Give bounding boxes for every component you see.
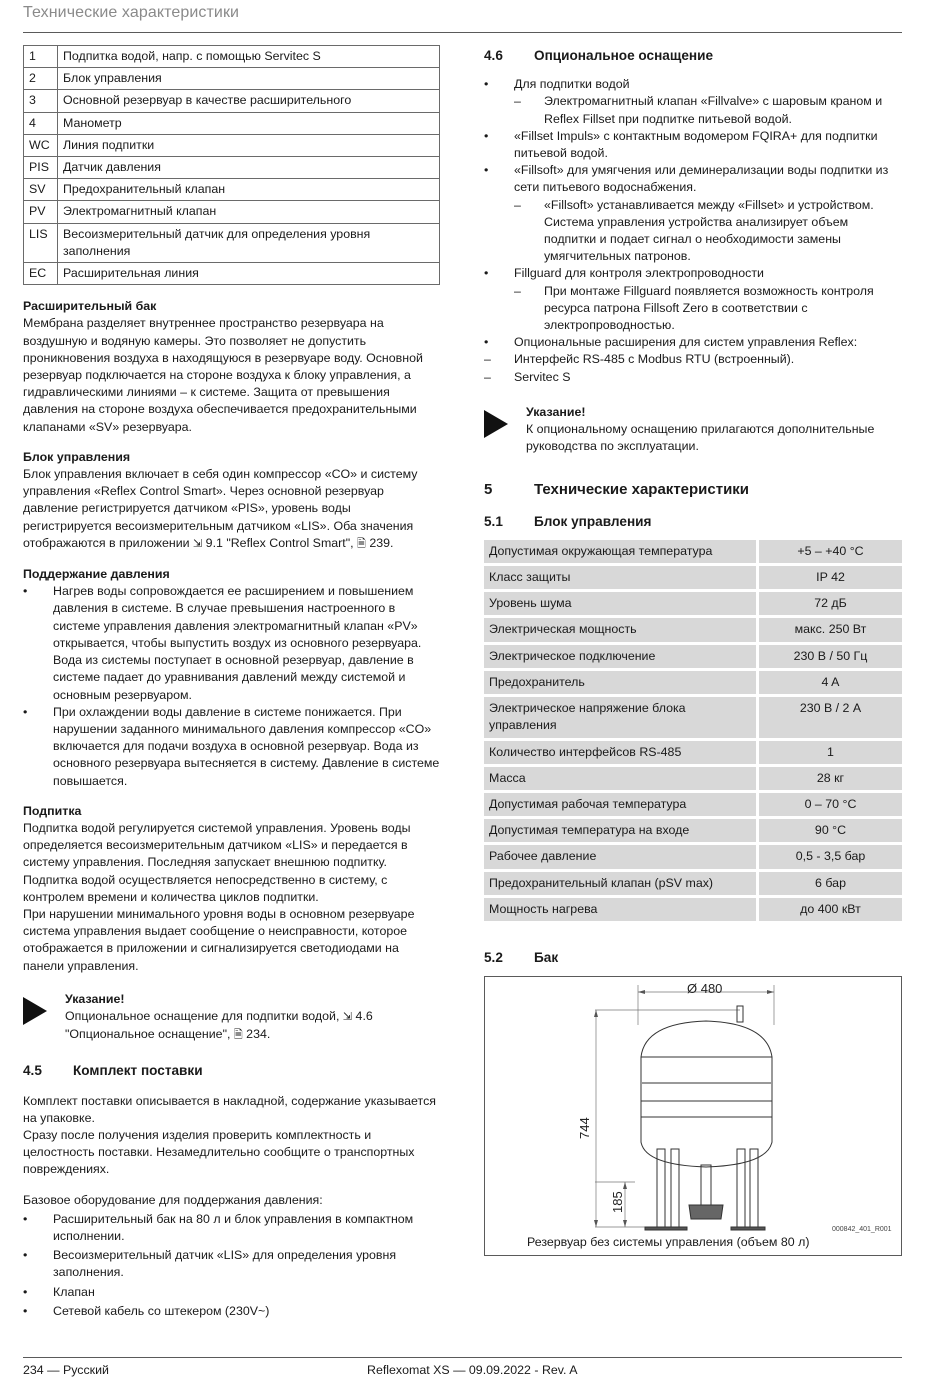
control-unit-ref-link[interactable]: 9.1 "Reflex Control Smart", — [205, 535, 354, 550]
section-4-6-heading — [484, 47, 902, 64]
list-item — [484, 265, 902, 334]
sub-list — [514, 197, 902, 266]
spec-table — [484, 540, 902, 921]
spec-value: +5 – +40 °C — [759, 540, 902, 563]
legend-table — [23, 45, 440, 285]
section-title: Технические характеристики — [534, 481, 750, 499]
section-title: Опциональное оснащение — [534, 48, 714, 63]
sub-list — [514, 93, 902, 127]
left-column — [23, 45, 440, 1320]
spec-value: 1 — [759, 741, 902, 764]
table-row — [24, 263, 440, 285]
section-5-heading — [484, 481, 902, 498]
spec-value: до 400 кВт — [759, 898, 902, 921]
dim-diameter-label: Ø 480 — [687, 981, 723, 997]
list-item — [484, 162, 902, 265]
table-row — [484, 566, 902, 589]
spec-value: 0 – 70 °C — [759, 793, 902, 816]
dim-height-label: 744 — [577, 1117, 592, 1140]
spec-key: Электрическая мощность — [484, 618, 756, 641]
note-text: К опциональному оснащению прилагаются дополнительные руководства по эксплуатации. — [526, 422, 875, 454]
spec-key: Уровень шума — [484, 592, 756, 615]
footer-language: Русский — [62, 1363, 109, 1377]
list-item — [484, 76, 902, 128]
makeup-text-1: Подпитка водой регулируется системой управления. Уровень воды определяется весоизмерительным датчиком «LIS» и передается в систему управления. Последняя запускает внешнюю подпитку. Подпитка водой осуществляется непосредственно в систему, с контролем времени и количества циклов подпитки. — [23, 820, 411, 904]
footer-divider — [23, 1357, 902, 1358]
sub-list-item: – Servitec S — [484, 369, 902, 386]
section-number: 5 — [484, 481, 493, 499]
legend-text: Предохранительный клапан — [58, 179, 440, 201]
delivery-text-2: Сразу после получения изделия проверить комплектность и целостность поставки. Незамедлительно сообщите о транспортных повреждениях. — [23, 1127, 415, 1177]
figure-code: 000842_401_R001 — [832, 1226, 892, 1234]
legend-code: WC — [24, 134, 58, 156]
exp-tank-heading: Расширительный бак — [23, 299, 157, 314]
section-number: 5.2 — [484, 949, 503, 965]
page-icon: 🗎 — [357, 537, 366, 550]
control-unit-heading: Блок управления — [23, 449, 131, 464]
legend-text: Датчик давления — [58, 157, 440, 179]
spec-key: Электрическое напряжение блока управления — [484, 697, 756, 737]
sub-list — [514, 283, 902, 335]
table-row — [24, 201, 440, 223]
note-block — [484, 404, 902, 456]
legend-text: Манометр — [58, 112, 440, 134]
tank-figure — [484, 976, 902, 1256]
legend-text: Расширительная линия — [58, 263, 440, 285]
list-item: • Весоизмерительный датчик «LIS» для определения уровня заполнения. — [23, 1247, 440, 1281]
figure-caption: Резервуар без системы управления (объем 80 л) — [527, 1234, 810, 1249]
spec-key: Количество интерфейсов RS-485 — [484, 741, 756, 764]
makeup-text-2: При нарушении минимального уровня воды в основном резервуаре система управления выдает сообщение о неисправности, которое отображается в приложении и сигнализируется светодиодами на панели управления. — [23, 906, 415, 973]
spec-key: Масса — [484, 767, 756, 790]
spec-key: Предохранительный клапан (pSV max) — [484, 872, 756, 895]
delivery-text-3: Базовое оборудование для поддержания давления: — [23, 1192, 323, 1207]
table-row — [484, 645, 902, 668]
section-number: 4.5 — [23, 1063, 42, 1079]
list-item — [484, 334, 902, 351]
table-row — [484, 767, 902, 790]
table-row — [484, 697, 902, 737]
table-row — [484, 592, 902, 615]
table-row — [484, 671, 902, 694]
arrow-reference-icon: ⇲ — [193, 537, 203, 550]
spec-key: Электрическое подключение — [484, 645, 756, 668]
legend-code: 2 — [24, 68, 58, 90]
table-row — [484, 741, 902, 764]
spec-key: Класс защиты — [484, 566, 756, 589]
arrow-reference-icon: ⇲ — [342, 1010, 353, 1023]
header-divider — [23, 32, 902, 33]
note-block — [23, 991, 440, 1045]
note-triangle-icon — [484, 410, 508, 438]
table-row — [24, 112, 440, 134]
spec-value: 90 °C — [759, 819, 902, 842]
note-body: Опциональное оснащение для подпитки водой, — [65, 1008, 340, 1023]
section-title: Блок управления — [534, 513, 652, 529]
section-4-5-heading — [23, 1062, 440, 1079]
spec-value: 0,5 - 3,5 бар — [759, 845, 902, 868]
table-row — [484, 872, 902, 895]
exp-tank-text: Мембрана разделяет внутреннее пространство резервуара на воздушную и водяную камеры. Это позволяет не допустить проникновения воздуха в находящуюся в резервуаре воду. Основной резервуар подключается на стороне воздуха к блоку управления, а гидравлическими линиями – к системе. Защита от превышения давления на стороне воздуха обеспечивается предохранительными клапанами «SV» резервуара. — [23, 316, 423, 434]
page-number: 234 — [23, 1363, 44, 1377]
control-unit-ref-page[interactable]: 239. — [369, 535, 394, 550]
legend-code: 1 — [24, 46, 58, 68]
sub-list-item: – Интерфейс RS-485 с Modbus RTU (встроенный). — [484, 351, 902, 368]
note-text — [65, 1008, 440, 1044]
legend-code: LIS — [24, 223, 58, 262]
note-ref-link[interactable]: 4.6 "Опциональное оснащение", — [65, 1008, 373, 1042]
section-title: Комплект поставки — [73, 1063, 203, 1079]
legend-code: PIS — [24, 157, 58, 179]
options-list — [484, 76, 902, 351]
section-5-1-heading — [484, 513, 902, 530]
sub-list-item: – При монтаже Fillguard появляется возможность контроля ресурса патрона Fillsoft Zero в соответствии с электропроводностью. — [514, 283, 902, 335]
legend-text: Подпитка водой, напр. с помощью Servitec S — [58, 46, 440, 68]
legend-code: PV — [24, 201, 58, 223]
legend-text: Линия подпитки — [58, 134, 440, 156]
legend-text: Электромагнитный клапан — [58, 201, 440, 223]
legend-code: 3 — [24, 90, 58, 112]
table-row — [484, 845, 902, 868]
table-row — [484, 898, 902, 921]
spec-value: 230 В / 2 A — [759, 697, 902, 737]
legend-text: Весоизмерительный датчик для определения уровня заполнения — [58, 223, 440, 262]
table-row — [24, 223, 440, 262]
spec-value: 28 кг — [759, 767, 902, 790]
pressure-list — [23, 583, 440, 789]
legend-text: Блок управления — [58, 68, 440, 90]
page-icon: 🗎 — [233, 1029, 243, 1042]
control-unit-text — [23, 466, 440, 553]
section-5-2-heading — [484, 949, 902, 966]
spec-value: 72 дБ — [759, 592, 902, 615]
note-heading: Указание! — [526, 404, 586, 419]
sub-list-item: – «Fillsoft» устанавливается между «Fillset» и устройством. Система управления устройства анализирует объем подпитки и подает сигнал о необходимости замены умягчительных патронов. — [514, 197, 902, 266]
option-text: Опциональные расширения для систем управления Reflex: — [514, 335, 858, 350]
header-title: Технические характеристики — [23, 4, 240, 21]
legend-text: Основной резервуар в качестве расширительного — [58, 90, 440, 112]
spec-key: Предохранитель — [484, 671, 756, 694]
legend-code: 4 — [24, 112, 58, 134]
table-row — [484, 793, 902, 816]
sub-list — [484, 351, 902, 385]
right-column — [484, 45, 902, 1256]
list-item: • Сетевой кабель со штекером (230V~) — [23, 1303, 440, 1320]
legend-code: EC — [24, 263, 58, 285]
table-row — [24, 68, 440, 90]
table-row — [24, 90, 440, 112]
list-item: • Нагрев воды сопровождается ее расширением и повышением давления в системе. В случае превышения настроенного в системе управления давления электромагнитный клапан «PV» открывается, чтобы выпустить воздух из основного резервуара. Вода из системы поступает в основной резервуар, давление в системе падает до уравнивания давлений между системой и основным резервуаром. — [23, 583, 440, 703]
option-text: «Fillsoft» для умягчения или деминерализации воды подпитки из сети питьевого водоснабжения. — [514, 163, 889, 195]
section-number: 4.6 — [484, 48, 503, 63]
dim-leg-label: 185 — [610, 1191, 625, 1214]
makeup-heading: Подпитка — [23, 803, 82, 818]
spec-value: 4 A — [759, 671, 902, 694]
spec-value: 6 бар — [759, 872, 902, 895]
section-title: Бак — [534, 949, 559, 965]
table-row — [484, 618, 902, 641]
legend-code: SV — [24, 179, 58, 201]
table-row — [24, 157, 440, 179]
spec-key: Допустимая окружающая температура — [484, 540, 756, 563]
spec-value: 230 В / 50 Гц — [759, 645, 902, 668]
note-triangle-icon — [23, 997, 47, 1025]
pressure-heading: Поддержание давления — [23, 567, 170, 582]
list-item: • Клапан — [23, 1284, 440, 1301]
control-unit-body: Блок управления включает в себя один компрессор «CO» и систему управления «Reflex Control Smart». Через основной резервуар давление регистрируется датчиком «PIS», уровень воды регистрируется весоизмерительным датчиком «LIS». Оба значения отображаются в приложении — [23, 467, 418, 550]
list-item: • «Fillset Impuls» с контактным водомером FQIRA+ для подпитки питьевой водой. — [484, 128, 902, 162]
table-row — [24, 134, 440, 156]
note-heading: Указание! — [65, 991, 125, 1006]
spec-value: IP 42 — [759, 566, 902, 589]
sub-list-item: – Электромагнитный клапан «Fillvalve» с шаровым краном и Reflex Fillset при подпитке питьевой водой. — [514, 93, 902, 127]
spec-value: макс. 250 Вт — [759, 618, 902, 641]
note-ref-page[interactable]: 234. — [246, 1027, 271, 1042]
table-row — [484, 540, 902, 563]
spec-key: Допустимая рабочая температура — [484, 793, 756, 816]
footer-page: 234 — Русский — [23, 1363, 109, 1377]
spec-key: Мощность нагрева — [484, 898, 756, 921]
table-row — [24, 179, 440, 201]
list-item: • Расширительный бак на 80 л и блок управления в компактном исполнении. — [23, 1211, 440, 1245]
table-row — [24, 46, 440, 68]
section-number: 5.1 — [484, 513, 503, 529]
option-text: Fillguard для контроля электропроводности — [514, 266, 764, 281]
spec-key: Допустимая температура на входе — [484, 819, 756, 842]
footer-doc: Reflexomat XS — 09.09.2022 - Rev. A — [367, 1363, 578, 1377]
tank-drawing — [485, 977, 901, 1255]
delivery-list — [23, 1211, 440, 1320]
option-text: Для подпитки водой — [514, 77, 630, 92]
spec-key: Рабочее давление — [484, 845, 756, 868]
list-item: • При охлаждении воды давление в системе понижается. При нарушении заданного минимального давления компрессор «CO» включается для подачи воздуха в основной резервуар. Вода из основного резервуара вытесняется в систему. Давление в системе повышается. — [23, 704, 440, 790]
delivery-text-1: Комплект поставки описывается в накладной, содержание указывается на упаковке. — [23, 1093, 436, 1125]
table-row — [484, 819, 902, 842]
